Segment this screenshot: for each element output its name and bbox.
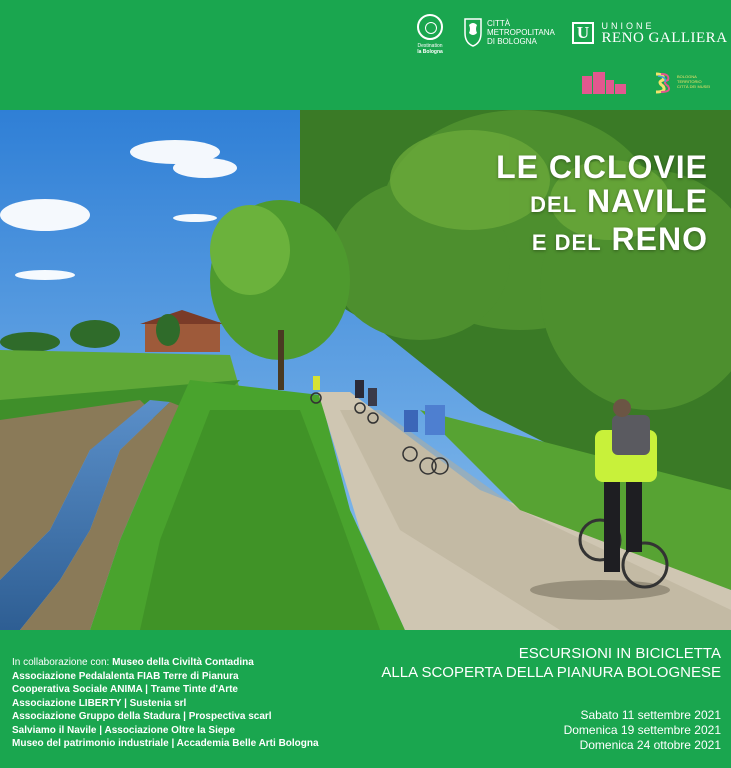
- pink-museum-logo: [582, 72, 626, 94]
- crest-icon: [463, 17, 483, 47]
- destination-ring-icon: [417, 14, 443, 40]
- cm-line1: CITTÀ: [487, 19, 511, 28]
- cm-line3: DI BOLOGNA: [487, 37, 537, 46]
- partner-item: Associazione LIBERTY | Sustenia srl: [12, 697, 187, 709]
- reno-galliera-label: RENO GALLIERA: [601, 30, 728, 46]
- collaboration-list: [12, 656, 319, 751]
- partner-item: Salviamo il Navile | Associazione Oltre la Siepe: [12, 724, 236, 736]
- excursion-subtitle: [381, 644, 721, 682]
- cm-line2: METROPOLITANA: [487, 28, 555, 37]
- unione-reno-galliera-logo: [572, 22, 728, 46]
- date-item: Domenica 24 ottobre 2021: [579, 738, 721, 752]
- header-bar: Destination la Bologna CITTÀ METROPOLITANA DI BOLOGNA U UNIONE RENO GALLIERA BOLOGNA TERRITORIO CITTÀ DEI MUSEI: [0, 0, 731, 110]
- title-line-2: DEL NAVILE: [530, 183, 708, 219]
- event-dates: [564, 708, 721, 753]
- title-line-1: LE CICLOVIE: [496, 149, 708, 185]
- collaboration-intro: In collaborazione con: Museo della Civiltà Contadina: [12, 657, 254, 668]
- excursion-line-1: ESCURSIONI IN BICICLETTA: [518, 645, 721, 662]
- bb-ribbon-icon: [653, 72, 671, 94]
- partner-item: Associazione Pedalalenta FIAB Terre di Pianura: [12, 670, 239, 682]
- excursion-line-2: ALLA SCOPERTA DELLA PIANURA BOLOGNESE: [381, 664, 721, 681]
- date-item: Sabato 11 settembre 2021: [580, 708, 721, 722]
- partner-item: Museo del patrimonio industriale | Accademia Belle Arti Bologna: [12, 738, 319, 749]
- title-line-3: E DEL RENO: [531, 221, 708, 257]
- partner-item: Associazione Gruppo della Stadura | Prospectiva scarl: [12, 711, 272, 722]
- info-footer: [0, 630, 731, 768]
- date-item: Domenica 19 settembre 2021: [563, 723, 721, 737]
- unione-letter-mark: U: [572, 22, 594, 44]
- unione-label: UNIONE: [601, 21, 655, 31]
- poster-title: [496, 150, 708, 260]
- partner-item: Cooperativa Sociale ANIMA | Trame Tinte d'Arte: [12, 684, 238, 695]
- destination-bologna-logo: Destination la Bologna: [412, 14, 448, 55]
